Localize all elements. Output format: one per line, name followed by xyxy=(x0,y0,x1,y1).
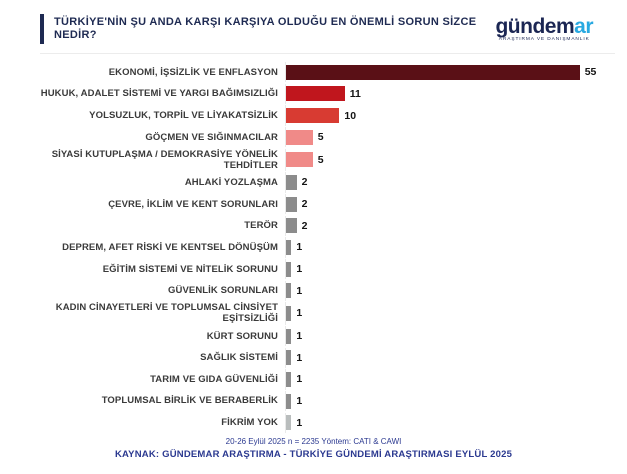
bar xyxy=(286,240,291,255)
bar-zone xyxy=(285,259,613,279)
bar-zone xyxy=(285,149,613,171)
category-label: SİYASİ KUTUPLAŞMA / DEMOKRASİYE YÖNELİK TEHDİTLER xyxy=(51,148,278,171)
category-label: GÖÇMEN VE SIĞINMACILAR xyxy=(145,131,278,143)
bar-zone xyxy=(285,62,613,82)
category-label: YOLSUZLUK, TORPİL VE LİYAKATSİZLİK xyxy=(89,109,278,121)
chart-row xyxy=(40,326,613,346)
category-label: TOPLUMSAL BİRLİK VE BERABERLİK xyxy=(101,395,278,407)
header xyxy=(0,0,627,53)
bar-zone xyxy=(285,84,613,104)
value-label: 1 xyxy=(296,373,303,386)
value-label: 1 xyxy=(296,351,303,364)
value-label: 1 xyxy=(296,307,303,320)
value-label: 10 xyxy=(344,109,357,122)
bar xyxy=(286,415,291,430)
value-label: 1 xyxy=(296,241,303,254)
category-label: HUKUK, ADALET SİSTEMİ VE YARGI BAĞIMSIZLIĞI xyxy=(40,88,278,100)
chart-row xyxy=(40,413,613,433)
bar-zone xyxy=(285,348,613,368)
bar xyxy=(286,306,291,321)
chart-row xyxy=(40,62,613,82)
bar-zone xyxy=(285,172,613,192)
chart-row xyxy=(40,216,613,236)
bar-zone xyxy=(285,281,613,301)
category-label: ÇEVRE, İKLİM VE KENT SORUNLARI xyxy=(108,198,278,210)
chart-row xyxy=(40,259,613,279)
category-label: TERÖR xyxy=(244,220,278,232)
logo-tagline: ARAŞTIRMA VE DANIŞMANLIK xyxy=(498,36,590,42)
value-label: 1 xyxy=(296,416,303,429)
category-label: SAĞLIK SİSTEMİ xyxy=(200,352,278,364)
title-accent-bar xyxy=(40,14,44,44)
bar xyxy=(286,130,313,145)
value-label: 5 xyxy=(317,131,324,144)
category-label: TARIM VE GIDA GÜVENLİĞİ xyxy=(150,373,278,385)
value-label: 1 xyxy=(296,263,303,276)
value-label: 2 xyxy=(301,219,308,232)
chart-row xyxy=(40,105,613,125)
bar xyxy=(286,65,580,80)
value-label: 2 xyxy=(301,176,308,189)
bar-zone xyxy=(285,237,613,257)
chart-row xyxy=(40,237,613,257)
bar-zone xyxy=(285,105,613,125)
bar xyxy=(286,394,291,409)
page-title: TÜRKİYE'NİN ŞU ANDA KARŞI KARŞIYA OLDUĞU EN ÖNEMLİ SORUN SİZCE NEDİR? xyxy=(54,15,477,41)
value-label: 5 xyxy=(317,153,324,166)
logo-text-cyan: ar xyxy=(574,14,593,38)
value-label: 2 xyxy=(301,198,308,211)
bar xyxy=(286,175,297,190)
bar xyxy=(286,197,297,212)
bar xyxy=(286,152,313,167)
survey-method-note: 20-26 Eylül 2025 n = 2235 Yöntem: CATI & CAWI xyxy=(225,437,402,446)
gundemar-logo xyxy=(495,16,593,43)
footer xyxy=(0,433,627,474)
chart-row xyxy=(40,84,613,104)
category-label: DEPREM, AFET RİSKİ VE KENTSEL DÖNÜŞÜM xyxy=(62,241,278,253)
bar xyxy=(286,283,291,298)
bar-zone xyxy=(285,369,613,389)
logo-wordmark xyxy=(495,16,593,37)
bar-chart xyxy=(0,54,627,433)
category-label: EĞİTİM SİSTEMİ VE NİTELİK SORUNU xyxy=(102,263,278,275)
category-label: KÜRT SORUNU xyxy=(206,330,278,342)
value-label: 1 xyxy=(296,330,303,343)
chart-row xyxy=(40,172,613,192)
value-label: 55 xyxy=(584,66,597,79)
value-label: 1 xyxy=(296,395,303,408)
chart-row xyxy=(40,348,613,368)
value-label: 11 xyxy=(349,87,361,100)
bar-zone xyxy=(285,302,613,324)
bar xyxy=(286,372,291,387)
chart-row xyxy=(40,194,613,214)
bar-zone xyxy=(285,216,613,236)
chart-row xyxy=(40,302,613,324)
bar xyxy=(286,108,339,123)
value-label: 1 xyxy=(296,284,303,297)
bar xyxy=(286,350,291,365)
chart-row xyxy=(40,281,613,301)
bar-zone xyxy=(285,127,613,147)
chart-row xyxy=(40,391,613,411)
category-label: FİKRİM YOK xyxy=(221,417,278,429)
bar xyxy=(286,329,291,344)
source-note: KAYNAK: GÜNDEMAR ARAŞTIRMA - TÜRKİYE GÜNDEMİ ARAŞTIRMASI EYLÜL 2025 xyxy=(114,449,513,460)
bar-zone xyxy=(285,326,613,346)
category-label: GÜVENLİK SORUNLARI xyxy=(168,285,278,297)
bar xyxy=(286,218,297,233)
bar-zone xyxy=(285,194,613,214)
category-label: KADIN CİNAYETLERİ VE TOPLUMSAL CİNSİYET EŞİTSİZLİĞİ xyxy=(55,302,278,325)
bar-zone xyxy=(285,391,613,411)
chart-row xyxy=(40,369,613,389)
chart-row xyxy=(40,149,613,171)
chart-row xyxy=(40,127,613,147)
bar xyxy=(286,86,345,101)
bar xyxy=(286,262,291,277)
bar-zone xyxy=(285,413,613,433)
category-label: EKONOMİ, İŞSİZLİK VE ENFLASYON xyxy=(108,66,278,78)
category-label: AHLAKİ YOZLAŞMA xyxy=(184,176,278,188)
logo-text-navy: gündem xyxy=(495,14,575,38)
